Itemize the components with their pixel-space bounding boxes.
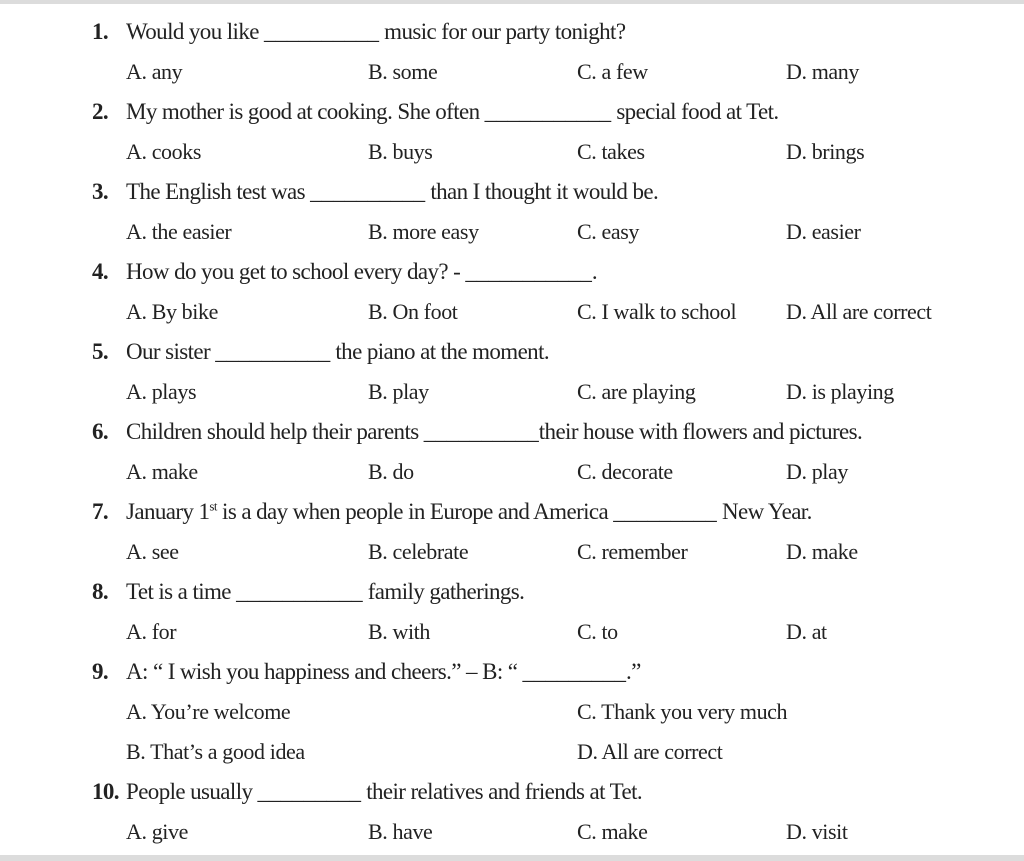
option-c[interactable]: C. I walk to school bbox=[577, 299, 737, 324]
option-a[interactable]: A. cooks bbox=[126, 139, 202, 164]
option-d[interactable]: D. All are correct bbox=[577, 739, 723, 764]
option-d[interactable]: D. make bbox=[786, 539, 858, 564]
question-text-end: .” bbox=[626, 659, 641, 684]
question-number: 5. bbox=[92, 339, 109, 364]
question-number: 6. bbox=[92, 419, 109, 444]
question-9 bbox=[92, 656, 641, 688]
option-d[interactable]: D. easier bbox=[786, 219, 861, 244]
option-c[interactable]: C. a few bbox=[577, 59, 648, 84]
question-number: 10. bbox=[92, 779, 119, 804]
question-text-end: New Year. bbox=[721, 499, 812, 524]
option-b[interactable]: B. play bbox=[368, 379, 429, 404]
option-b[interactable]: B. That’s a good idea bbox=[126, 739, 305, 764]
option-b[interactable]: B. more easy bbox=[368, 219, 479, 244]
answer-blank: __________ bbox=[310, 179, 426, 204]
ordinal-suffix: st bbox=[209, 498, 217, 514]
options-row-3 bbox=[0, 216, 1024, 248]
option-d[interactable]: D. is playing bbox=[786, 379, 894, 404]
question-text-end: music for our party tonight? bbox=[384, 19, 626, 44]
answer-blank: ___________ bbox=[484, 99, 612, 124]
answer-blank: __________ bbox=[264, 19, 380, 44]
question-text-end: . bbox=[591, 259, 598, 284]
question-10 bbox=[92, 776, 642, 808]
option-d[interactable]: D. many bbox=[786, 59, 859, 84]
options-row-9b bbox=[0, 736, 1024, 768]
option-d[interactable]: D. at bbox=[786, 619, 827, 644]
option-c[interactable]: C. make bbox=[577, 819, 648, 844]
question-text-cont: is a day when people in Europe and America bbox=[222, 499, 609, 524]
question-number: 7. bbox=[92, 499, 109, 524]
option-d[interactable]: D. brings bbox=[786, 139, 865, 164]
question-text: Children should help their parents bbox=[126, 419, 419, 444]
option-a[interactable]: A. By bike bbox=[126, 299, 218, 324]
answer-blank: ___________ bbox=[465, 259, 592, 284]
option-d[interactable]: D. play bbox=[786, 459, 848, 484]
options-row-2 bbox=[0, 136, 1024, 168]
question-text: Tet is a time bbox=[126, 579, 231, 604]
option-a[interactable]: A. see bbox=[126, 539, 179, 564]
option-a[interactable]: A. for bbox=[126, 619, 177, 644]
option-a[interactable]: A. any bbox=[126, 59, 183, 84]
options-row-4 bbox=[0, 296, 1024, 328]
question-number: 1. bbox=[92, 19, 109, 44]
option-a[interactable]: A. plays bbox=[126, 379, 197, 404]
option-b[interactable]: B. some bbox=[368, 59, 438, 84]
question-6 bbox=[92, 416, 862, 448]
option-c[interactable]: C. remember bbox=[577, 539, 688, 564]
option-c[interactable]: C. are playing bbox=[577, 379, 696, 404]
options-row-7 bbox=[0, 536, 1024, 568]
option-d[interactable]: D. visit bbox=[786, 819, 848, 844]
options-row-10 bbox=[0, 816, 1024, 848]
options-row-6 bbox=[0, 456, 1024, 488]
option-b[interactable]: B. buys bbox=[368, 139, 433, 164]
question-text: Would you like bbox=[126, 19, 259, 44]
answer-blank: __________ bbox=[215, 339, 331, 364]
option-b[interactable]: B. with bbox=[368, 619, 430, 644]
question-text: The English test was bbox=[126, 179, 305, 204]
option-a[interactable]: A. give bbox=[126, 819, 188, 844]
question-4 bbox=[92, 256, 597, 288]
option-a[interactable]: A. the easier bbox=[126, 219, 232, 244]
question-number: 8. bbox=[92, 579, 109, 604]
option-a[interactable]: A. You’re welcome bbox=[126, 699, 291, 724]
question-7 bbox=[92, 496, 812, 528]
question-text-end: their house with flowers and pictures. bbox=[538, 419, 863, 444]
options-row-1 bbox=[0, 56, 1024, 88]
question-text: Our sister bbox=[126, 339, 211, 364]
options-row-5 bbox=[0, 376, 1024, 408]
question-text: My mother is good at cooking. She often bbox=[126, 99, 480, 124]
question-3 bbox=[92, 176, 658, 208]
question-number: 3. bbox=[92, 179, 109, 204]
option-c[interactable]: C. decorate bbox=[577, 459, 673, 484]
question-5 bbox=[92, 336, 549, 368]
question-number: 2. bbox=[92, 99, 109, 124]
question-text-end: the piano at the moment. bbox=[335, 339, 550, 364]
option-c[interactable]: C. to bbox=[577, 619, 618, 644]
question-number: 4. bbox=[92, 259, 109, 284]
option-c[interactable]: C. Thank you very much bbox=[577, 699, 788, 724]
answer-blank: _________ bbox=[257, 779, 362, 804]
question-text: How do you get to school every day? - bbox=[126, 259, 461, 284]
option-c[interactable]: C. takes bbox=[577, 139, 645, 164]
option-a[interactable]: A. make bbox=[126, 459, 198, 484]
option-b[interactable]: B. celebrate bbox=[368, 539, 469, 564]
question-text-end: their relatives and friends at Tet. bbox=[366, 779, 643, 804]
options-row-9a bbox=[0, 696, 1024, 728]
answer-blank: ___________ bbox=[236, 579, 363, 604]
option-c[interactable]: C. easy bbox=[577, 219, 639, 244]
question-text-end: than I thought it would be. bbox=[430, 179, 659, 204]
options-row-8 bbox=[0, 616, 1024, 648]
answer-blank: __________ bbox=[423, 419, 539, 444]
question-text-end: special food at Tet. bbox=[616, 99, 779, 124]
question-text: People usually bbox=[126, 779, 253, 804]
option-b[interactable]: B. On foot bbox=[368, 299, 458, 324]
question-text-end: family gatherings. bbox=[367, 579, 525, 604]
question-text: January 1 bbox=[126, 499, 210, 524]
option-b[interactable]: B. do bbox=[368, 459, 414, 484]
question-8 bbox=[92, 576, 524, 608]
answer-blank: _________ bbox=[522, 659, 627, 684]
option-b[interactable]: B. have bbox=[368, 819, 433, 844]
question-1 bbox=[92, 16, 625, 48]
question-number: 9. bbox=[92, 659, 109, 684]
option-d[interactable]: D. All are correct bbox=[786, 299, 932, 324]
question-2 bbox=[92, 96, 779, 128]
question-text: A: “ I wish you happiness and cheers.” – B: “ bbox=[126, 659, 518, 684]
answer-blank: _________ bbox=[613, 499, 717, 524]
